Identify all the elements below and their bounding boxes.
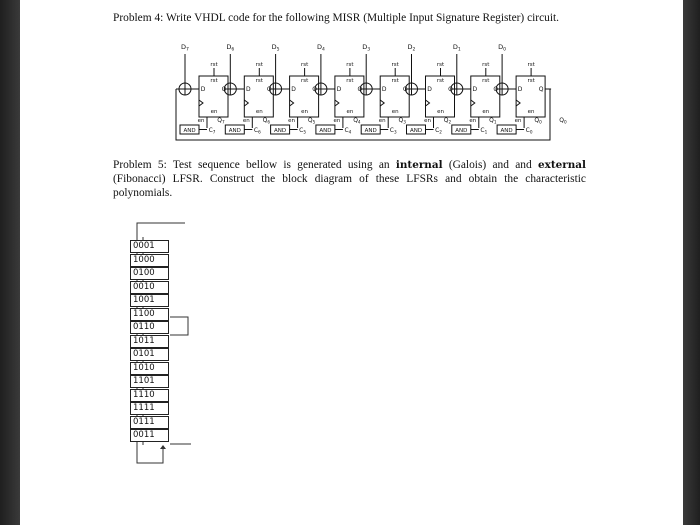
problem-4-text: Problem 4: Write VHDL code for the following MISR (Multiple Input Signature Register) circuit. [113, 12, 560, 24]
and-gate-label: AND [319, 128, 332, 134]
ff-rst-label: rst [436, 62, 445, 68]
sequence-row: 1111 [130, 402, 169, 415]
control-input-label: $C_3$ [389, 127, 397, 135]
ff-en-label: en [242, 118, 250, 124]
q-output-label: $Q_7$ [217, 117, 225, 125]
ff-en-label: en [514, 118, 522, 124]
data-input-label: $D_3$ [362, 43, 371, 53]
ff-rst-label: rst [255, 62, 263, 68]
sequence-row: 1110 [130, 389, 169, 402]
ff-en-label: en [424, 118, 431, 124]
data-input-label: $D_6$ [226, 43, 235, 53]
ff-rst-inner-label: rst [482, 78, 490, 84]
sequence-row: 1011 [130, 335, 169, 348]
ff-q-port-label: Q [493, 86, 499, 93]
sequence-row: 0101 [130, 348, 169, 361]
data-input-label: $D_0$ [498, 43, 507, 53]
ff-en-label: en [288, 118, 296, 124]
problem-5-external: external [538, 159, 586, 171]
ff-en-inner-label: en [391, 109, 399, 115]
feedback-arrow-icon [160, 445, 166, 449]
and-gate-label: AND [500, 128, 513, 134]
sequence-row: 1000 [130, 254, 169, 267]
ff-rst-label: rst [527, 62, 535, 68]
sequence-row: 0001 [130, 240, 169, 253]
sequence-row: 1010 [130, 362, 169, 375]
q-output-label: $Q_3$ [398, 117, 406, 125]
ff-rst-label: rst [210, 62, 218, 68]
ff-en-inner-label: en [255, 109, 263, 115]
ff-en-inner-label: en [482, 109, 490, 115]
ff-rst-inner-label: rst [346, 78, 354, 84]
control-input-label: $C_4$ [344, 127, 352, 135]
and-gate-label: AND [228, 128, 241, 134]
problem-5-internal: internal [395, 159, 443, 171]
data-input-label: $D_1$ [452, 43, 461, 53]
sequence-row: 0010 [130, 281, 169, 294]
control-input-label: $C_5$ [299, 127, 307, 135]
control-input-label: $C_7$ [208, 127, 216, 135]
ff-rst-inner-label: rst [527, 78, 535, 84]
ff-rst-label: rst [482, 62, 490, 68]
ff-rst-inner-label: rst [300, 78, 309, 84]
sequence-row: 0110 [130, 321, 169, 334]
ff-rst-label: rst [300, 62, 309, 68]
ff-q-port-label: Q [402, 86, 408, 93]
ff-rst-label: rst [346, 62, 354, 68]
q-output-label: $Q_5$ [307, 117, 316, 125]
ff-rst-inner-label: rst [391, 78, 399, 84]
control-input-label: $C_6$ [253, 127, 261, 135]
ff-d-port-label: D [517, 86, 523, 93]
sequence-row: 0111 [130, 416, 169, 429]
ff-d-port-label: D [200, 86, 206, 93]
ff-q-port-label: Q [266, 86, 272, 93]
row-highlight-bracket [170, 317, 188, 335]
ff-d-port-label: D [291, 86, 296, 93]
q-output-label: $Q_0$ [534, 117, 542, 125]
sequence-row: 0100 [130, 267, 169, 280]
q-output-label: $Q_2$ [443, 117, 452, 125]
sequence-row: 0011 [130, 429, 169, 442]
sequence-row: 1100 [130, 308, 169, 321]
ff-en-label: en [197, 118, 205, 124]
ff-q-port-label: Q [312, 86, 317, 93]
and-gate-label: AND [409, 128, 423, 134]
and-gate-label: AND [455, 128, 468, 134]
control-input-label: $C_2$ [435, 127, 442, 135]
problem-5-text-start: Problem 5: Test sequence bellow is generated using an [113, 159, 390, 171]
ff-d-port-label: D [472, 86, 478, 93]
problem-5-text-mid: (Galois) and and [448, 159, 532, 171]
and-gate-label: AND [364, 128, 377, 134]
ff-en-label: en [469, 118, 477, 124]
q-output-label: $Q_1$ [489, 117, 497, 125]
ff-d-port-label: D [336, 86, 342, 93]
ff-rst-inner-label: rst [255, 78, 263, 84]
ff-d-port-label: D [245, 86, 251, 93]
control-input-label: $C_0$ [525, 127, 533, 135]
data-input-label: $D_4$ [316, 43, 325, 53]
and-gate-label: AND [274, 128, 287, 134]
ff-en-label: en [378, 118, 386, 124]
ff-q-port-label: Q [538, 86, 544, 93]
final-output-label: $Q_0$ [559, 117, 567, 125]
problem-5-text-end: (Fibonacci) LFSR. Construct the block diagram of these LFSRs and obtain the characteristic polynomials. [113, 173, 586, 199]
ff-d-port-label: D [427, 86, 432, 93]
q-output-label: $Q_6$ [262, 117, 271, 125]
ff-en-inner-label: en [301, 109, 309, 115]
q-output-label: $Q_4$ [353, 117, 361, 125]
ff-en-inner-label: en [346, 109, 354, 115]
data-input-label: $D_5$ [271, 43, 280, 53]
and-gate-label: AND [183, 128, 196, 134]
ff-rst-inner-label: rst [210, 78, 218, 84]
ff-en-label: en [333, 118, 341, 124]
sequence-row: 1001 [130, 294, 169, 307]
ff-q-port-label: Q [448, 86, 453, 93]
data-input-label: $D_2$ [407, 43, 416, 53]
ff-en-inner-label: en [210, 109, 218, 115]
ff-en-inner-label: en [527, 109, 535, 115]
sequence-row: 1101 [130, 375, 169, 388]
ff-rst-inner-label: rst [436, 78, 445, 84]
data-input-label: $D_7$ [181, 43, 189, 53]
control-input-label: $C_1$ [480, 127, 488, 135]
ff-q-port-label: Q [221, 86, 227, 93]
ff-q-port-label: Q [357, 86, 363, 93]
ff-en-inner-label: en [437, 109, 444, 115]
ff-rst-label: rst [391, 62, 399, 68]
ff-d-port-label: D [381, 86, 387, 93]
